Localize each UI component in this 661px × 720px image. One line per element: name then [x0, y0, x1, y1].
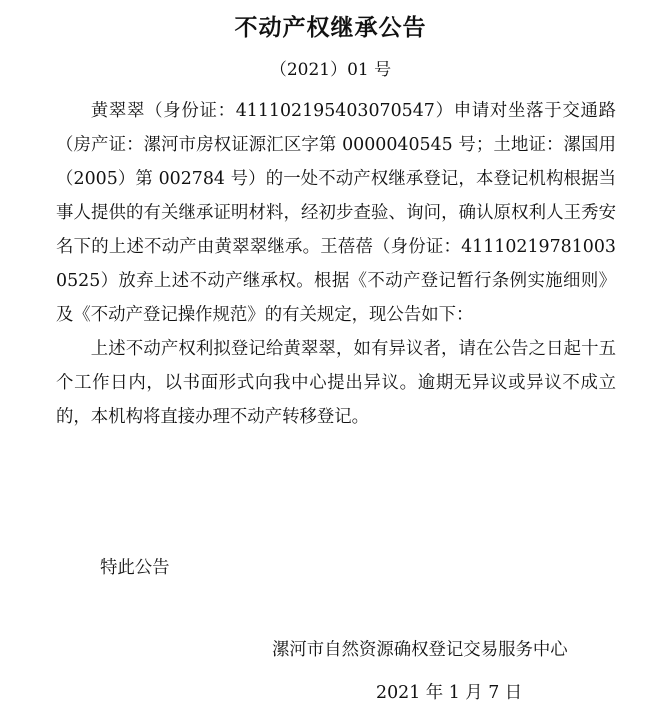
notice-title: 不动产权继承公告 [234, 15, 427, 41]
body-paragraph-1: 黄翠翠（身份证：411102195403070547）申请对坐落于交通路（房产证：漯河市房权证源汇区字第 0000040545 号；土地证：漯国用（2005）第 002784 号）的一处不动产权继承登记，本登记机构根据当事人提供的有关继承证明材料，经初步查验、询问，确认原权利人王秀安名下的上述不动产由黄翠翠继承。王蓓蓓（身份证：411102197810030525）放弃上述不动产继承权。根据《不动产登记暂行条例实施细则》及《不动产登记操作规范》的有关规定，现公告如下： [56, 101, 616, 325]
notice-number: （2021）01 号 [269, 60, 392, 80]
signature-organization: 漯河市自然资源确权登记交易服务中心 [272, 640, 568, 660]
closing-text: 特此公告 [100, 558, 170, 578]
body-paragraph-2: 上述不动产权利拟登记给黄翠翠，如有异议者，请在公告之日起十五个工作日内，以书面形式向我中心提出异议。逾期无异议或异议不成立的，本机构将直接办理不动产转移登记。 [56, 339, 616, 427]
notice-body [56, 94, 616, 434]
signature-date: 2021 年 1 月 7 日 [376, 683, 523, 703]
